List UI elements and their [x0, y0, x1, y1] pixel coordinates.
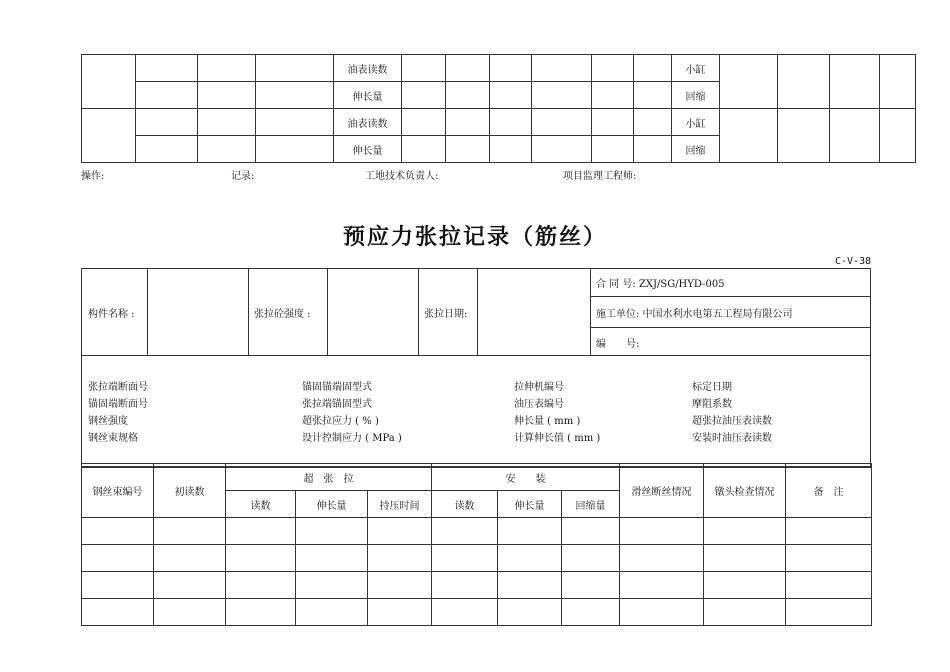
cell [82, 55, 136, 109]
cell [402, 82, 446, 109]
cell[interactable] [562, 545, 620, 572]
cell [830, 109, 880, 163]
table-row [82, 545, 872, 572]
cell [532, 55, 592, 82]
cell [532, 82, 592, 109]
tension-date-value[interactable] [478, 269, 591, 355]
cell [490, 136, 532, 163]
cell [198, 109, 256, 136]
sub-col: 回缩量 [562, 491, 620, 518]
side-label: 小缸 [672, 109, 720, 136]
cell[interactable] [154, 518, 226, 545]
row-label: 伸长量 [334, 136, 402, 163]
cell[interactable] [226, 599, 296, 626]
cell[interactable] [498, 518, 562, 545]
cell [880, 109, 916, 163]
cell[interactable] [432, 518, 498, 545]
contractor: 施工单位: 中国水利水电第五工程局有限公司 [590, 298, 870, 328]
cell [256, 55, 334, 82]
cell[interactable] [704, 518, 786, 545]
param: 拉伸机编号 [514, 382, 564, 393]
cell [256, 82, 334, 109]
sub-col: 读数 [226, 491, 296, 518]
cell [136, 82, 198, 109]
cell [136, 55, 198, 82]
cell [830, 55, 880, 109]
cell[interactable] [786, 599, 872, 626]
cell[interactable] [498, 599, 562, 626]
cell[interactable] [296, 599, 368, 626]
cell[interactable] [620, 572, 704, 599]
cell[interactable] [296, 572, 368, 599]
cell [446, 55, 490, 82]
serial-no: 编 号: [596, 338, 640, 350]
cell [592, 136, 634, 163]
cell [402, 136, 446, 163]
param: 设计控制应力 ( MPa ) [302, 433, 402, 444]
cell[interactable] [432, 545, 498, 572]
cell [136, 136, 198, 163]
param: 安装时油压表读数 [692, 433, 772, 444]
component-name-label: 构件名称 : [82, 269, 148, 355]
cell[interactable] [154, 599, 226, 626]
cell [82, 109, 136, 163]
page-title: 预应力张拉记录（筋丝） [342, 224, 607, 250]
cell [198, 136, 256, 163]
cell [634, 82, 672, 109]
concrete-strength-label: 张拉砼强度 : [248, 269, 328, 355]
col-remarks: 备 注 [786, 464, 872, 518]
cell [592, 55, 634, 82]
cell[interactable] [226, 572, 296, 599]
cell [532, 136, 592, 163]
cell[interactable] [368, 599, 432, 626]
cell[interactable] [368, 518, 432, 545]
cell[interactable] [82, 545, 154, 572]
cell[interactable] [620, 545, 704, 572]
cell[interactable] [432, 572, 498, 599]
col-install: 安 装 [432, 464, 620, 491]
top-record-table [81, 54, 916, 163]
cell[interactable] [82, 518, 154, 545]
cell[interactable] [82, 572, 154, 599]
param: 标定日期 [692, 382, 732, 393]
col-initial-reading: 初读数 [154, 464, 226, 518]
cell [532, 109, 592, 136]
cell [256, 109, 334, 136]
cell [402, 55, 446, 82]
side-label: 小缸 [672, 55, 720, 82]
cell [634, 109, 672, 136]
cell[interactable] [226, 518, 296, 545]
tension-date-label: 张拉日期: [418, 269, 478, 355]
cell[interactable] [296, 518, 368, 545]
cell [198, 55, 256, 82]
cell [446, 82, 490, 109]
cell[interactable] [620, 518, 704, 545]
row-label: 油表读数 [334, 109, 402, 136]
cell [490, 82, 532, 109]
cell[interactable] [154, 572, 226, 599]
cell [136, 109, 198, 136]
signature-line [81, 167, 875, 181]
cell [634, 136, 672, 163]
cell [490, 55, 532, 82]
params-section [82, 356, 870, 467]
cell[interactable] [498, 572, 562, 599]
contract-no: 合 同 号: ZXJ/SG/HYD-005 [590, 269, 870, 297]
cell[interactable] [498, 545, 562, 572]
cell[interactable] [562, 572, 620, 599]
param: 钢丝束规格 [88, 433, 138, 444]
cell [446, 109, 490, 136]
form-header-box [81, 268, 871, 468]
cell[interactable] [704, 545, 786, 572]
contract-info [590, 269, 870, 355]
side-label: 回缩 [672, 136, 720, 163]
param: 张拉端锚固型式 [302, 399, 372, 410]
cell [592, 82, 634, 109]
cell[interactable] [82, 599, 154, 626]
table-row [82, 518, 872, 545]
side-label: 回缩 [672, 82, 720, 109]
row-label: 油表读数 [334, 55, 402, 82]
cell [198, 82, 256, 109]
col-over-tension: 超 张 拉 [226, 464, 432, 491]
param: 油压表编号 [514, 399, 564, 410]
col-slip-break: 滑丝断丝情况 [620, 464, 704, 518]
cell [880, 55, 916, 109]
cell[interactable] [562, 599, 620, 626]
cell[interactable] [296, 545, 368, 572]
cell[interactable] [368, 545, 432, 572]
cell[interactable] [154, 545, 226, 572]
cell [592, 109, 634, 136]
param: 锚固端断面号 [88, 399, 148, 410]
param: 超张拉应力 ( % ) [302, 416, 379, 427]
cell [778, 109, 830, 163]
cell[interactable] [786, 545, 872, 572]
table-row [82, 599, 872, 626]
table-row [82, 572, 872, 599]
cell [778, 55, 830, 109]
param: 超张拉油压表读数 [692, 416, 772, 427]
param: 张拉端断面号 [88, 382, 148, 393]
supervisor-label: 项目监理工程师: [563, 171, 637, 182]
form-code: C-V-38 [835, 256, 872, 267]
param: 锚固锚端固型式 [302, 382, 372, 393]
col-anchor-check: 镦头检查情况 [704, 464, 786, 518]
header-row [82, 269, 870, 356]
cell [446, 136, 490, 163]
cell[interactable] [562, 518, 620, 545]
cell[interactable] [368, 572, 432, 599]
cell[interactable] [786, 518, 872, 545]
cell [256, 136, 334, 163]
sub-col: 伸长量 [296, 491, 368, 518]
param: 摩阻系数 [692, 399, 732, 410]
cell [720, 55, 778, 109]
operator-label: 操作: [81, 171, 105, 182]
sub-col: 伸长量 [498, 491, 562, 518]
component-name-value[interactable] [148, 269, 249, 355]
recorder-label: 记录: [231, 171, 255, 182]
concrete-strength-value[interactable] [328, 269, 419, 355]
param: 计算伸长值 ( mm ) [514, 433, 601, 444]
cell [402, 109, 446, 136]
sub-col: 持压时间 [368, 491, 432, 518]
cell [720, 109, 778, 163]
param: 伸长量 ( mm ) [514, 416, 581, 427]
cell[interactable] [620, 599, 704, 626]
cell[interactable] [226, 545, 296, 572]
tension-data-table [81, 463, 872, 626]
col-bundle-no: 钢丝束编号 [82, 464, 154, 518]
cell[interactable] [704, 572, 786, 599]
param: 钢丝强度 [88, 416, 128, 427]
site-tech-label: 工地技术负责人: [365, 171, 439, 182]
cell[interactable] [786, 572, 872, 599]
sub-col: 读数 [432, 491, 498, 518]
row-label: 伸长量 [334, 82, 402, 109]
cell[interactable] [432, 599, 498, 626]
cell [490, 109, 532, 136]
cell[interactable] [704, 599, 786, 626]
cell [634, 55, 672, 82]
